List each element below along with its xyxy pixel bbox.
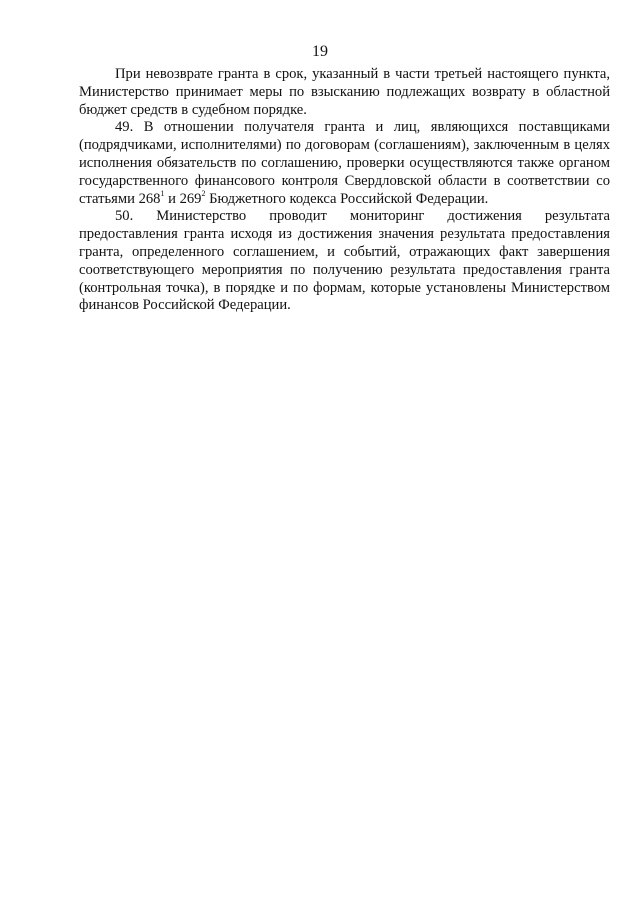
- article-268-superscript: 1: [160, 188, 165, 198]
- page-number: 19: [312, 43, 328, 60]
- paragraph-49-text-after: Бюджетного кодекса Российской Федерации.: [205, 190, 489, 207]
- paragraph-49-control-checks: [79, 119, 610, 208]
- paragraph-50-monitoring: 50. Министерство проводит мониторинг достижения результата предоставления гранта исходя из достижения значения результата предоставления гранта, определенного соглашением, и событий, отражающих факт завершения соответствующего мероприятия по получению результата предоставления гранта (контрольная точка), в порядке и по формам, которые установлены Министерством финансов Российской Федерации.: [79, 208, 610, 314]
- paragraph-49-text-before: 49. В отношении получателя гранта и лиц, являющихся поставщиками (подрядчиками, исполнителями) по договорам (соглашениям), заключенным в целях исполнения обязательств по соглашению, проверки осуществляются также органом государственного финансового контроля Свердловской области в соответствии со статьями 268: [79, 119, 610, 207]
- paragraph-grant-refund: При невозврате гранта в срок, указанный в части третьей настоящего пункта, Министерство принимает меры по взысканию подлежащих возврату в областной бюджет средств в судебном порядке.: [79, 66, 610, 118]
- paragraph-49-text-middle: и 269: [164, 190, 202, 207]
- article-269-superscript: 2: [201, 188, 206, 198]
- document-body: [79, 66, 610, 315]
